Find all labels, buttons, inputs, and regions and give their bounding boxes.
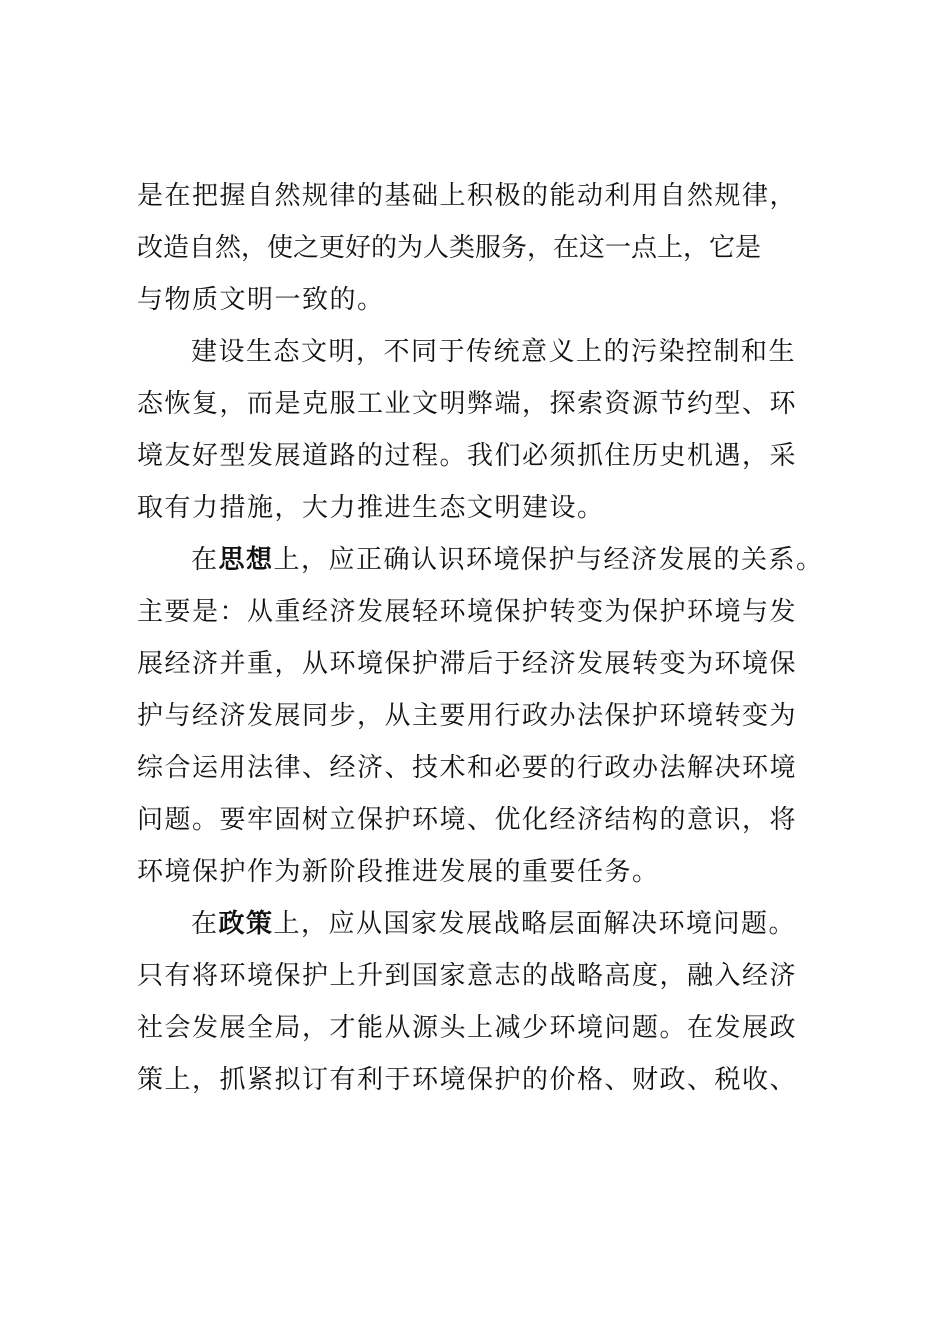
paragraph-1-line-1: 是在把握自然规律的基础上积极的能动利用自然规律，	[137, 181, 798, 211]
paragraph-3-keyword: 思想	[218, 545, 274, 575]
paragraph-3-line-2: 主要是：从重经济发展轻环境保护转变为保护环境与发	[137, 597, 798, 627]
paragraph-4-line-2: 只有将环境保护上升到国家意志的战略高度，融入经济	[137, 961, 798, 991]
paragraph-3-line-6: 问题。要牢固树立保护环境、优化经济结构的意识，将	[137, 805, 798, 835]
paragraph-4-suffix: 上，应从国家发展战略层面解决环境问题。	[273, 909, 797, 939]
paragraph-3-line-5: 综合运用法律、经济、技术和必要的行政办法解决环境	[137, 753, 798, 783]
paragraph-1-line-3: 与物质文明一致的。	[137, 285, 385, 315]
paragraph-3-prefix: 在	[191, 545, 219, 575]
paragraph-4-line-3: 社会发展全局，才能从源头上减少环境问题。在发展政	[137, 1013, 798, 1043]
paragraph-4-keyword: 政策	[218, 909, 274, 939]
paragraph-2-line-4: 取有力措施，大力推进生态文明建设。	[137, 493, 605, 523]
document-body	[137, 181, 824, 1095]
paragraph-2-line-3: 境友好型发展道路的过程。我们必须抓住历史机遇，采	[137, 441, 798, 471]
paragraph-4-prefix: 在	[191, 909, 219, 939]
paragraph-3-line-7: 环境保护作为新阶段推进发展的重要任务。	[137, 857, 660, 887]
paragraph-3-line-1	[137, 545, 824, 575]
paragraph-2-line-2: 态恢复，而是克服工业文明弊端，探索资源节约型、环	[137, 389, 798, 419]
paragraph-4-line-1	[137, 911, 817, 937]
paragraph-1-line-2: 改造自然，使之更好的为人类服务，在这一点上，它是	[137, 233, 762, 263]
paragraph-4-line-4: 策上，抓紧拟订有利于环境保护的价格、财政、税收、	[137, 1065, 798, 1095]
paragraph-2-line-1: 建设生态文明，不同于传统意义上的污染控制和生	[191, 337, 797, 367]
paragraph-3-suffix: 上，应正确认识环境保护与经济发展的关系。	[273, 545, 824, 575]
paragraph-3-line-3: 展经济并重，从环境保护滞后于经济发展转变为环境保	[137, 649, 798, 679]
paragraph-3-line-4: 护与经济发展同步，从主要用行政办法保护环境转变为	[137, 701, 798, 731]
